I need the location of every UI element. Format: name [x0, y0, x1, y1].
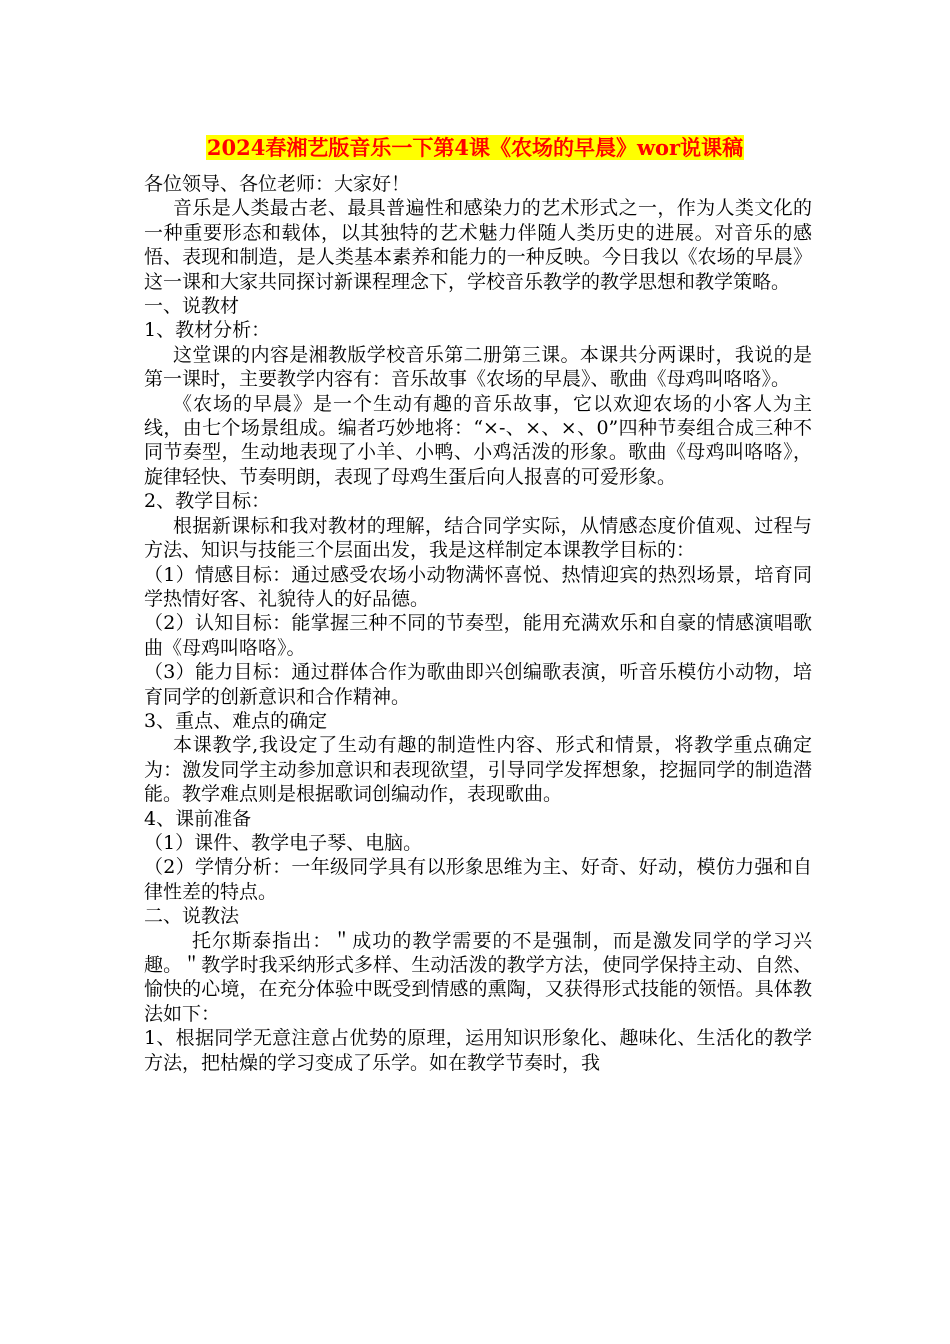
document-title: [0, 133, 950, 163]
paragraph: 音乐是人类最古老、最具普遍性和感染力的艺术形式之一，作为人类文化的一种重要形态和载体，以其独特的艺术魅力伴随人类历史的进展。对音乐的感悟、表现和制造，是人类基本素养和能力的一种反映。今日我以《农场的早晨》这一课和大家共同探讨新课程理念下，学校音乐教学的教学思想和教学策略。: [144, 197, 812, 293]
paragraph: 2、教学目标：: [144, 490, 271, 513]
paragraph: （1）情感目标：通过感受农场小动物满怀喜悦、热情迎宾的热烈场景，培育同学热情好客、礼貌待人的好品德。: [144, 563, 812, 610]
paragraph: 《农场的早晨》是一个生动有趣的音乐故事，它以欢迎农场的小客人为主线，由七个场景组成。编者巧妙地将：“×-、×、×、0”四种节奏组合成三种不同节奏型，生动地表现了小羊、小鸭、小鸡活泼的形象。歌曲《母鸡叫咯咯》，旋律轻快、节奏明朗，表现了母鸡生蛋后向人报喜的可爱形象。: [144, 392, 812, 488]
paragraph: 托尔斯泰指出：＂成功的教学需要的不是强制，而是激发同学的学习兴趣。＂教学时我采纳形式多样、生动活泼的教学方法，使同学保持主动、自然、愉快的心境，在充分体验中既受到情感的熏陶，又获得形式技能的领悟。具体教法如下：: [144, 929, 812, 1025]
title-highlight: 2024春湘艺版音乐一下第4课《农场的早晨》wor说课稿: [206, 135, 744, 160]
paragraph: 1、根据同学无意注意占优势的原理，运用知识形象化、趣味化、生活化的教学方法，把枯燥的学习变成了乐学。如在教学节奏时，我: [144, 1027, 812, 1074]
paragraph: 本课教学,我设定了生动有趣的制造性内容、形式和情景，将教学重点确定为：激发同学主动参加意识和表现欲望，引导同学发挥想象，挖掘同学的制造潜能。教学难点则是根据歌词创编动作，表现歌曲。: [144, 734, 812, 806]
paragraph: （1）课件、教学电子琴、电脑。: [144, 831, 423, 854]
paragraph: （2）学情分析：一年级同学具有以形象思维为主、好奇、好动，模仿力强和自律性差的特点。: [144, 856, 812, 903]
paragraph: 4、课前准备: [144, 807, 252, 830]
paragraph: 一、说教材: [144, 295, 240, 318]
paragraph: （3）能力目标：通过群体合作为歌曲即兴创编歌表演，听音乐模仿小动物，培育同学的创新意识和合作精神。: [144, 661, 812, 708]
paragraph: 二、说教法: [144, 905, 240, 928]
paragraph: 这堂课的内容是湘教版学校音乐第二册第三课。本课共分两课时，我说的是第一课时，主要教学内容有：音乐故事《农场的早晨》、歌曲《母鸡叫咯咯》。: [144, 343, 812, 391]
paragraph: 1、教材分析：: [144, 319, 271, 342]
paragraph: 各位领导、各位老师：大家好！: [144, 173, 411, 195]
paragraph: （2）认知目标：能掌握三种不同的节奏型，能用充满欢乐和自豪的情感演唱歌曲《母鸡叫咯咯》。: [144, 612, 812, 659]
document-body: [144, 172, 812, 1075]
paragraph: 根据新课标和我对教材的理解，结合同学实际，从情感态度价值观、过程与方法、知识与技能三个层面出发，我是这样制定本课教学目标的：: [144, 514, 812, 562]
paragraph: 3、重点、难点的确定: [144, 709, 328, 732]
